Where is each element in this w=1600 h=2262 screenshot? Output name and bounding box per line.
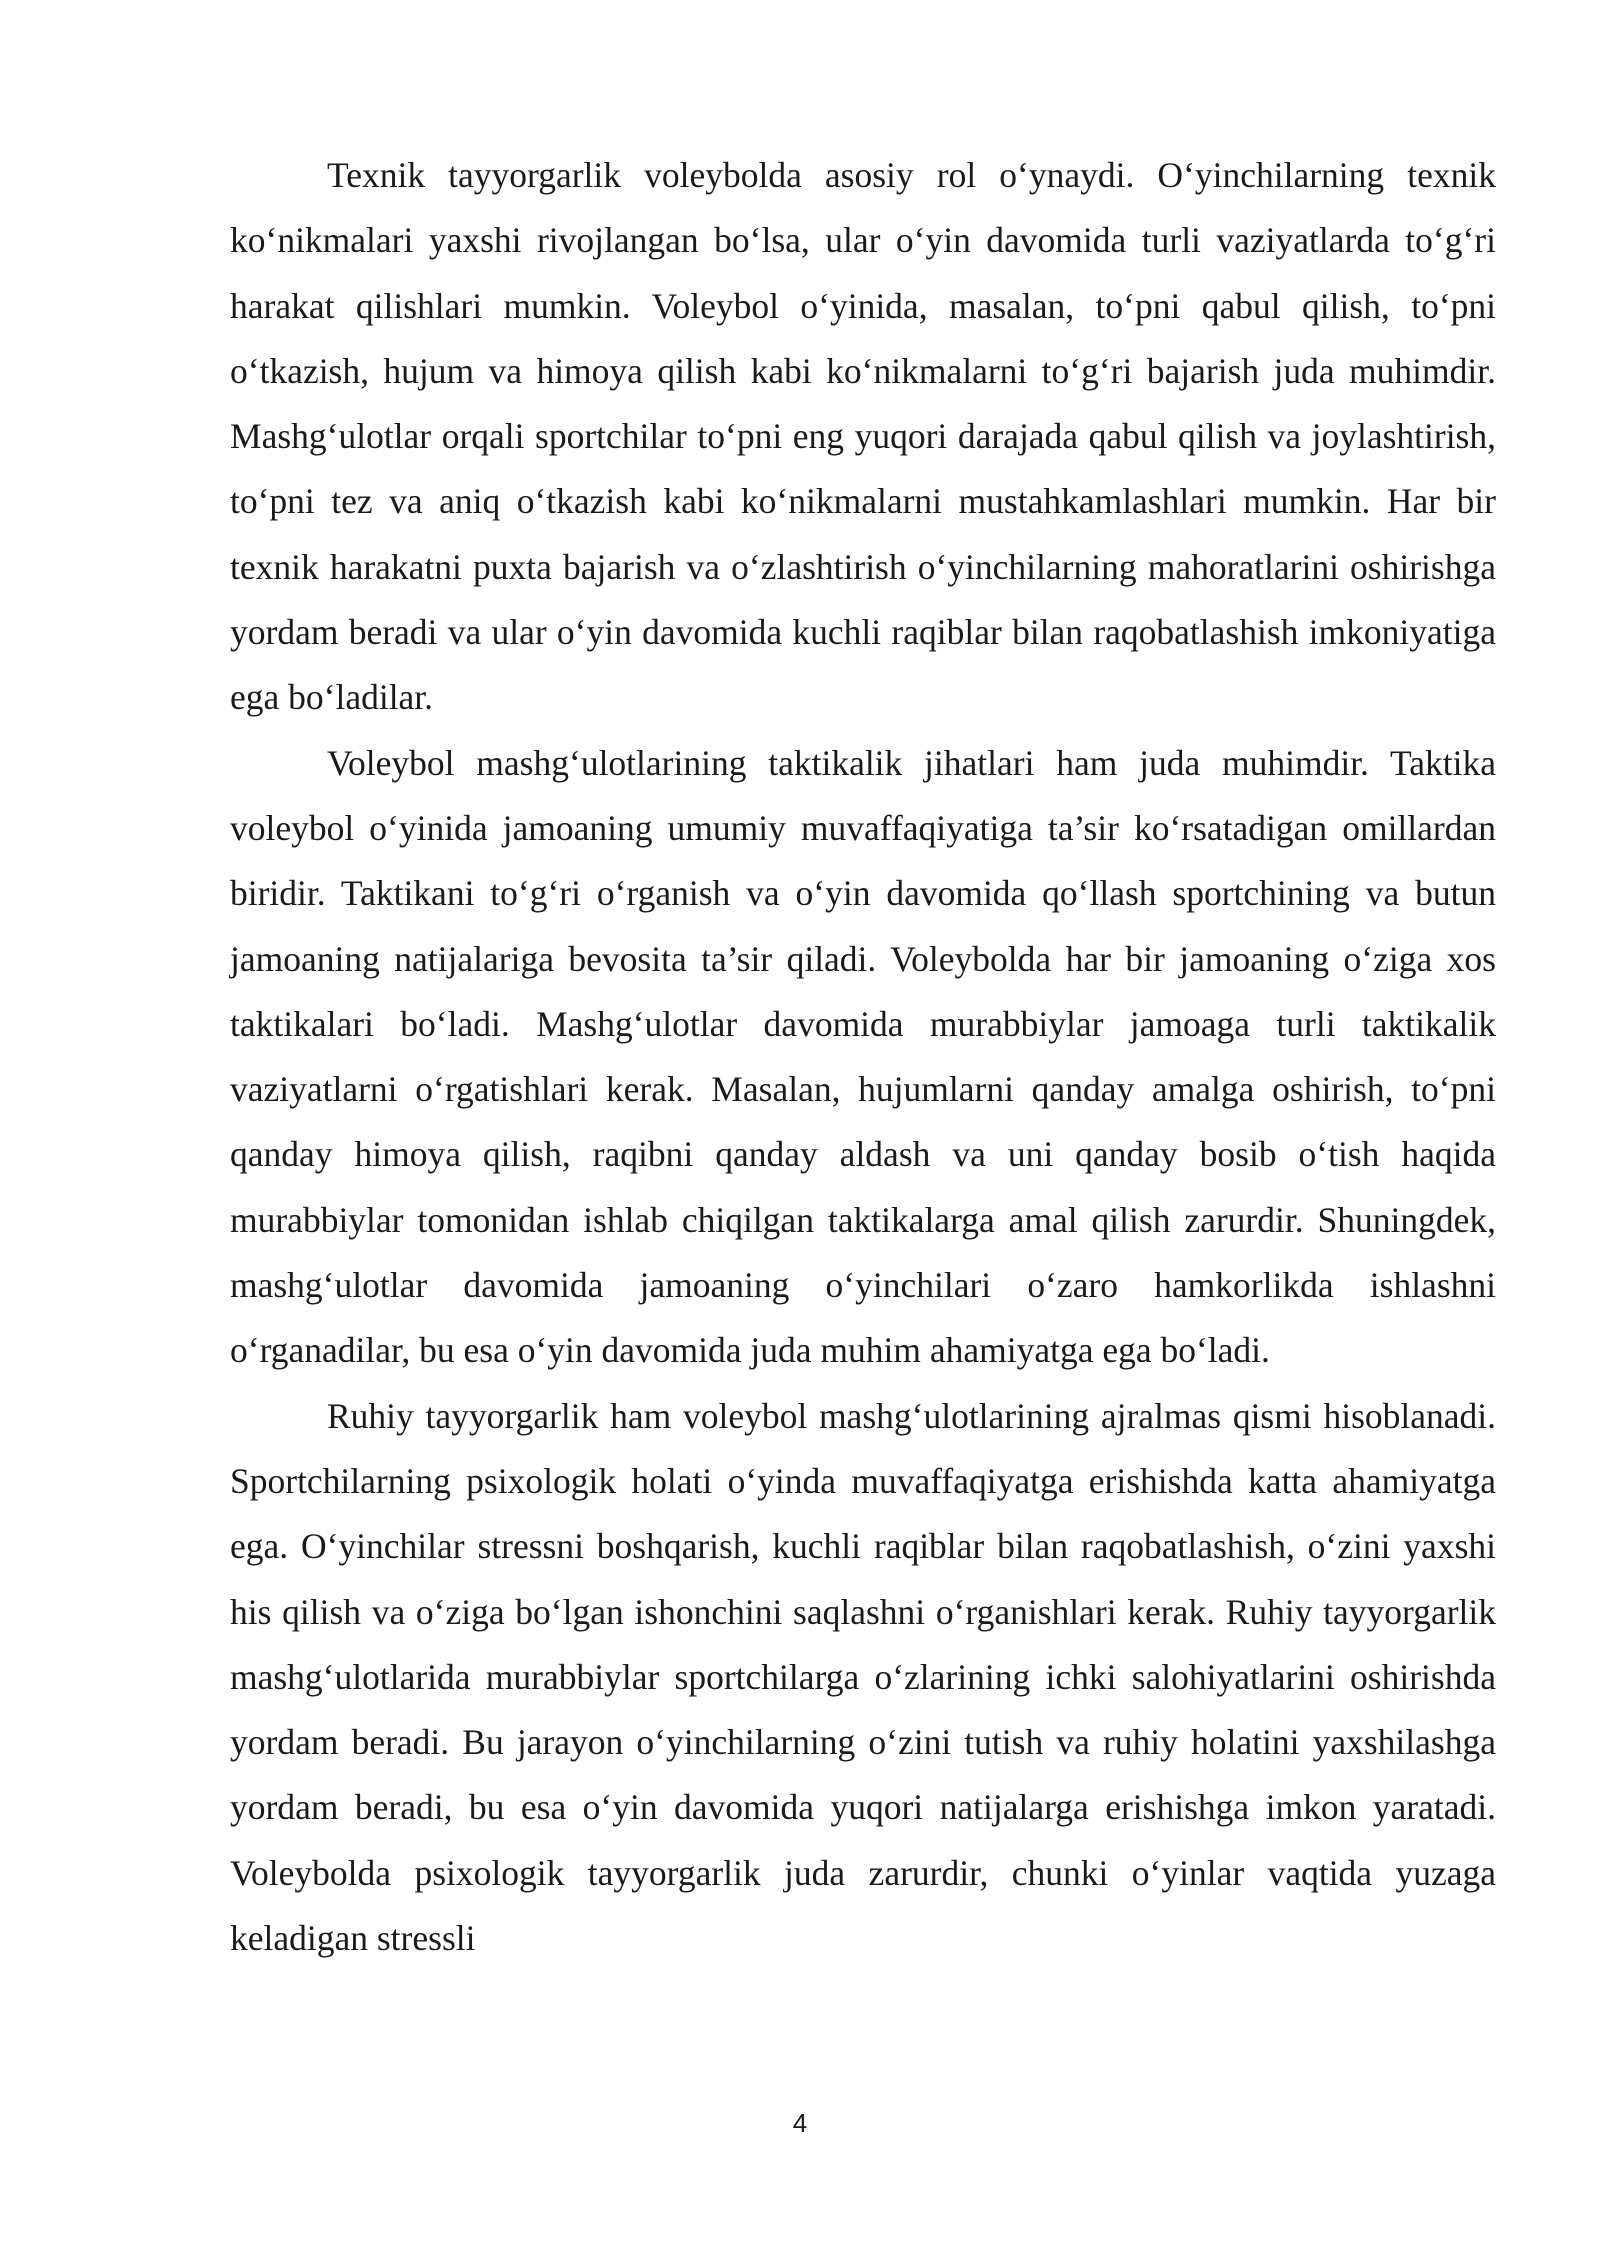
page-number: 4: [792, 2108, 808, 2138]
paragraph-mental-preparation: Ruhiy tayyorgarlik ham voleybol mashg‘ulotlarining ajralmas qismi hisoblanadi. Sportchilarning psixologik holati o‘yinda muvaffaqiyatga erishishda katta ahamiyatga ega. O‘yinchilar stressni boshqarish, kuchli raqiblar bilan raqobatlashish, o‘zini yaxshi his qilish va o‘ziga bo‘lgan ishonchini saqlashni o‘rganishlari kerak. Ruhiy tayyorgarlik mashg‘ulotlarida murabbiylar sportchilarga o‘zlarining ichki salohiyatlarini oshirishda yordam beradi. Bu jarayon o‘yinchilarning o‘zini tutish va ruhiy holatini yaxshilashga yordam beradi, bu esa o‘yin davomida yuqori natijalarga erishishga imkon yaratadi. Voleybolda psixologik tayyorgarlik juda zarurdir, chunki o‘yinlar vaqtida yuzaga keladigan stressli: [230, 1395, 1496, 1959]
paragraph-technical-preparation: Texnik tayyorgarlik voleybolda asosiy rol o‘ynaydi. O‘yinchilarning texnik ko‘nikmalari yaxshi rivojlangan bo‘lsa, ular o‘yin davomida turli vaziyatlarda to‘g‘ri harakat qilishlari mumkin. Voleybol o‘yinida, masalan, to‘pni qabul qilish, to‘pni o‘tkazish, hujum va himoya qilish kabi ko‘nikmalarni to‘g‘ri bajarish juda muhimdir. Mashg‘ulotlar orqali sportchilar to‘pni eng yuqori darajada qabul qilish va joylashtirish, to‘pni tez va aniq o‘tkazish kabi ko‘nikmalarni mustahkamlashlari mumkin. Har bir texnik harakatni puxta bajarish va o‘zlashtirish o‘yinchilarning mahoratlarini oshirishga yordam beradi va ular o‘yin davomida kuchli raqiblar bilan raqobatlashish imkoniyatiga ega bo‘ladilar.: [230, 155, 1496, 718]
paragraph-tactical-aspects: Voleybol mashg‘ulotlarining taktikalik jihatlari ham juda muhimdir. Taktika voleybol o‘yinida jamoaning umumiy muvaffaqiyatiga ta’sir ko‘rsatadigan omillardan biridir. Taktikani to‘g‘ri o‘rganish va o‘yin davomida qo‘llash sportchining va butun jamoaning natijalariga bevosita ta’sir qiladi. Voleybolda har bir jamoaning o‘ziga xos taktikalari bo‘ladi. Mashg‘ulotlar davomida murabbiylar jamoaga turli taktikalik vaziyatlarni o‘rgatishlari kerak. Masalan, hujumlarni qanday amalga oshirish, to‘pni qanday himoya qilish, raqibni qanday aldash va uni qanday bosib o‘tish haqida murabbiylar tomonidan ishlab chiqilgan taktikalarga amal qilish zarurdir. Shuningdek, mashg‘ulotlar davomida jamoaning o‘yinchilari o‘zaro hamkorlikda ishlashni o‘rganadilar, bu esa o‘yin davomida juda muhim ahamiyatga ega bo‘ladi.: [230, 742, 1496, 1371]
body-text: [230, 143, 1496, 1971]
